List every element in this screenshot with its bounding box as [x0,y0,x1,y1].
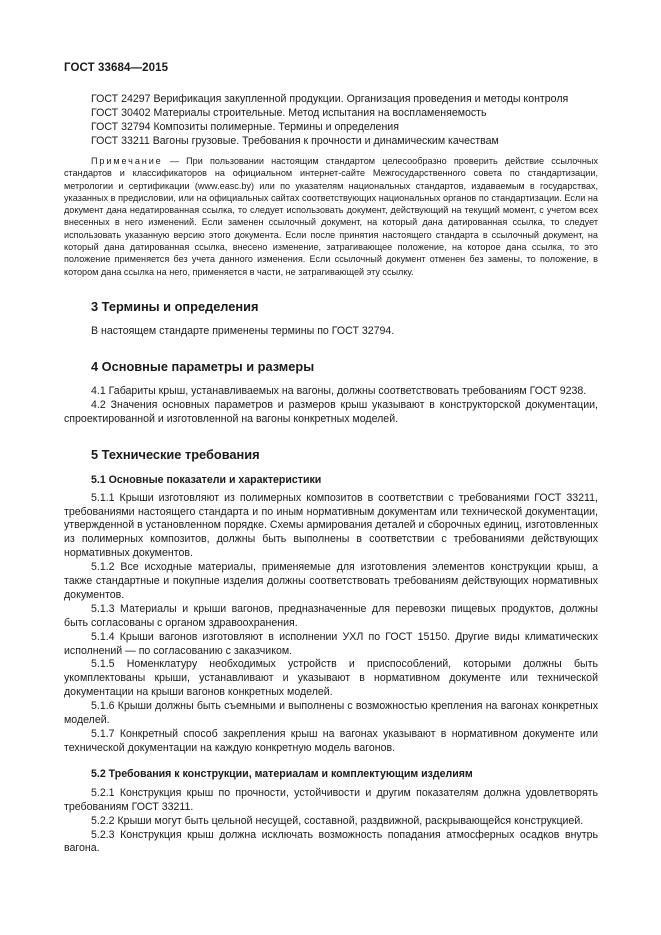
section-5-title: 5 Технические требования [91,446,260,462]
paragraph-4-1: 4.1 Габариты крыш, устанавливаемых на вагоны, должны соответствовать требованиям ГОСТ 9238. [91,384,587,397]
reference-note [64,155,598,278]
paragraph-4-2: 4.2 Значения основных параметров и размеров крыш указывают в конструкторской документации, спроектированной и изготовленной на вагоны конкретных моделей. [64,398,598,425]
paragraph-5-2-1: 5.2.1 Конструкция крыш по прочности, устойчивости и другим показателям должна удовлетворять требованиям ГОСТ 33211. [64,786,598,813]
paragraph-5-2-2: 5.2.2 Крыши могут быть цельной несущей, составной, раздвижной, раскрывающейся конструкцией. [91,814,584,827]
reference-item: ГОСТ 32794 Композиты полимерные. Термины и определения [91,121,399,133]
paragraph-5-2-3: 5.2.3 Конструкция крыш должна исключать возможность попадания атмосферных осадков внутрь вагона. [64,828,598,855]
page-header: ГОСТ 33684—2015 [64,62,169,74]
reference-list [64,92,598,148]
subsection-5-1-title: 5.1 Основные показатели и характеристики [91,473,322,486]
reference-item: ГОСТ 30402 Материалы строительные. Метод испытания на воспламеняемость [91,107,487,119]
page-body [64,92,598,856]
section-3-title: 3 Термины и определения [91,298,259,314]
paragraph-5-1-5: 5.1.5 Номенклатуру необходимых устройств и приспособлений, которыми должны быть укомплектованы крыши, устанавливают и указывают в нормативном документе или технической документации на крыши вагонов конкретных моделей. [64,658,598,699]
paragraph-5-1-1: 5.1.1 Крыши изготовляют из полимерных композитов в соответствии с требованиями ГОСТ 33211, требованиями настоящего стандарта и по иным нормативным документам или технической документации, утвержденной в установленном порядке. Схемы армирования деталей и сборочных единиц, изготовленных из полимерных композитов, должны быть выполнены в соответствии с требованиями действующих нормативных документов. [64,491,598,560]
note-text: — При пользовании настоящим стандартом целесообразно проверить действие ссылочных стандартов и классификаторов на официальном интернет-сайте Межгосударственного совета по стандартизации, метрологии и сертификации (www.easc.by) или по указателям национальных стандартов, издаваемым в государствах, указанных в предисловии, или на официальных сайтах соответствующих национальных органов по стандартизации. Если на документ дана недатированная ссылка, то следует использовать документ, действующий на текущий момент, с учетом всех внесенных в него изменений. Если заменен ссылочный документ, на который дана датированная ссылка, то следует использовать указанную версию этого документа. Если после принятия настоящего стандарта в ссылочный документ, на который дана датированная ссылка, внесено изменение, затрагивающее положение, на которое дана ссылка, то это положение применяется без учета данного изменения. Если ссылочный документ отменен без замены, то положение, в котором дана ссылка на него, применяется в части, не затрагивающей эту ссылку. [64,156,598,277]
section-3-text: В настоящем стандарте применены термины по ГОСТ 32794. [91,324,395,337]
paragraph-5-1-7: 5.1.7 Конкретный способ закрепления крыш на вагонах указывают в нормативном документе или технической документации на каждую конкретную модель вагонов. [64,728,598,754]
reference-item: ГОСТ 24297 Верификация закупленной продукции. Организация проведения и методы контроля [91,93,569,105]
paragraph-5-1-2: 5.1.2 Все исходные материалы, применяемые для изготовления элементов конструкции крыш, а также стандартные и покупные изделия должны соответствовать требованиям действующих нормативных документов. [64,561,598,601]
paragraph-5-1-3: 5.1.3 Материалы и крыши вагонов, предназначенные для перевозки пищевых продуктов, должны быть согласованы с органом здравоохранения. [64,602,598,629]
reference-item: ГОСТ 33211 Вагоны грузовые. Требования к прочности и динамическим качествам [91,135,499,147]
subsection-5-2-title: 5.2 Требования к конструкции, материалам и комплектующим изделиям [91,767,473,780]
section-4-title: 4 Основные параметры и размеры [91,358,315,374]
paragraph-5-1-6: 5.1.6 Крыши должны быть съемными и выполнены с возможностью крепления на вагонах конкретных моделей. [64,700,598,727]
paragraph-5-1-4: 5.1.4 Крыши вагонов изготовляют в исполнении УХЛ по ГОСТ 15150. Другие виды климатических исполнений — по согласованию с заказчиком. [64,630,598,657]
note-label: Примечание [91,156,163,166]
